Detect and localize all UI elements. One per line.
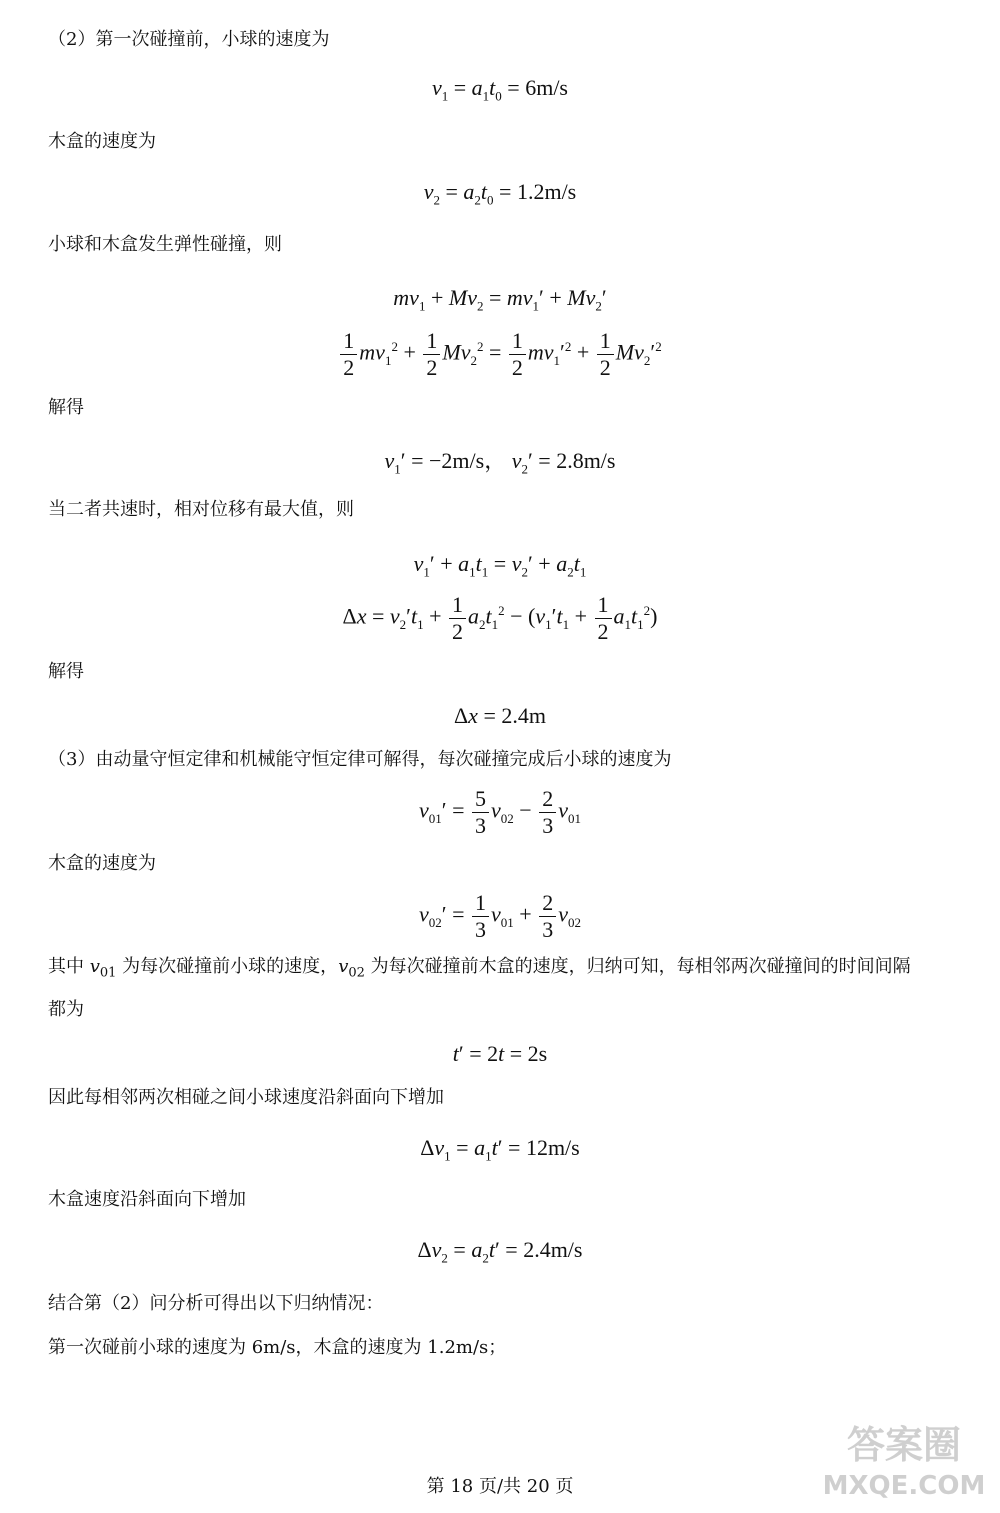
where-v01-sub: 01 — [99, 965, 117, 981]
equation-v2: $v_2 = a_2t_0 = 1.2m/s$ — [423, 179, 577, 208]
text-line-common-speed: 当二者共速时，相对位移有最大值，则 — [48, 499, 354, 520]
equation-delta-x: Δx = 2.4m — [454, 703, 546, 728]
equation-common-velocity: $v_1' + a_1t_1 = v_2' + a_2t_1$ — [413, 551, 587, 580]
where-v01-symbol: v — [89, 956, 100, 977]
text-line-ball-increase: 因此每相邻两次相碰之间小球速度沿斜面向下增加 — [48, 1087, 444, 1108]
text-line-elastic-collision: 小球和木盒发生弹性碰撞，则 — [48, 234, 282, 255]
text-line-box-speed-2: 木盒的速度为 — [48, 853, 156, 874]
where-prefix: 其中 — [48, 956, 90, 977]
text-line-box-increase: 木盒速度沿斜面向下增加 — [48, 1189, 246, 1210]
text-line-box-speed: 木盒的速度为 — [48, 131, 156, 152]
where-v02-symbol: v — [338, 956, 349, 977]
text-line-summary-intro: 结合第（2）问分析可得出以下归纳情况： — [48, 1293, 384, 1314]
equation-v01-prime: $v_{01}'$ = $\frac{5}{3}$ $v_{02}$ − $\frac{2}{3}$ $v_{01}$ — [419, 786, 581, 838]
equation-t-prime: t′ = 2t = 2s — [452, 1041, 548, 1066]
equation-energy: $\frac{1}{2}$ $mv_1^2$ + $\frac{1}{2}$ $Mv_2^2$ = $\frac{1}{2}$ $mv_1'^2$ + $\frac{1}{2}$ $Mv_2'^2$ — [0, 328, 1000, 381]
equation-v02-prime: $v_{02}'$ = $\frac{1}{3}$ $v_{01}$ + $\frac{2}{3}$ $v_{02}$ — [419, 890, 581, 942]
where-middle: 为每次碰撞前小球的速度， — [116, 956, 339, 977]
equation-post-collision: $v_1' = -2m/s$， $v_2' = 2.8m/s$ — [384, 448, 616, 477]
equation-delta-v2: $\Delta v_2 = a_2t' = 2.4m/s$ — [417, 1237, 583, 1266]
text-line-part2-intro: （2）第一次碰撞前，小球的速度为 — [48, 29, 330, 50]
equation-momentum: $mv_1 + Mv_2 = mv_1' + Mv_2'$ — [393, 285, 607, 314]
equation-v1-text: $v_1 = a_1t_0 = 6m/s$ — [431, 75, 568, 104]
text-line-where — [48, 955, 911, 986]
text-line-all-are: 都为 — [48, 999, 84, 1020]
equation-relative-displacement: $\Delta x = v_2't_1$ + $\frac{1}{2}$ $a_2t_1^2 - (v_1't_1$ + $\frac{1}{2}$ $a_1t_1^2$) — [342, 592, 658, 644]
text-line-solve-1: 解得 — [48, 397, 84, 418]
text-line-first-collision: 第一次碰前小球的速度为 6m/s，木盒的速度为 1.2m/s； — [48, 1337, 507, 1358]
equation-v1 — [0, 74, 1000, 110]
where-v02-sub: 02 — [348, 965, 365, 981]
text-line-solve-2: 解得 — [48, 661, 84, 682]
watermark-logo — [818, 1418, 990, 1503]
where-suffix: 为每次碰撞前木盒的速度，归纳可知，每相邻两次碰撞间的时间间隔 — [364, 956, 911, 977]
svg-text:答案圈: 答案圈 — [846, 1423, 962, 1467]
svg-text:MXQE.COM: MXQE.COM — [822, 1471, 986, 1501]
page-footer: 第 18 页/共 20 页 — [426, 1476, 574, 1497]
text-line-part3-intro: （3）由动量守恒定律和机械能守恒定律可解得，每次碰撞完成后小球的速度为 — [48, 749, 672, 770]
equation-delta-v1: $\Delta v_1 = a_1t' = 12m/s$ — [420, 1135, 580, 1164]
